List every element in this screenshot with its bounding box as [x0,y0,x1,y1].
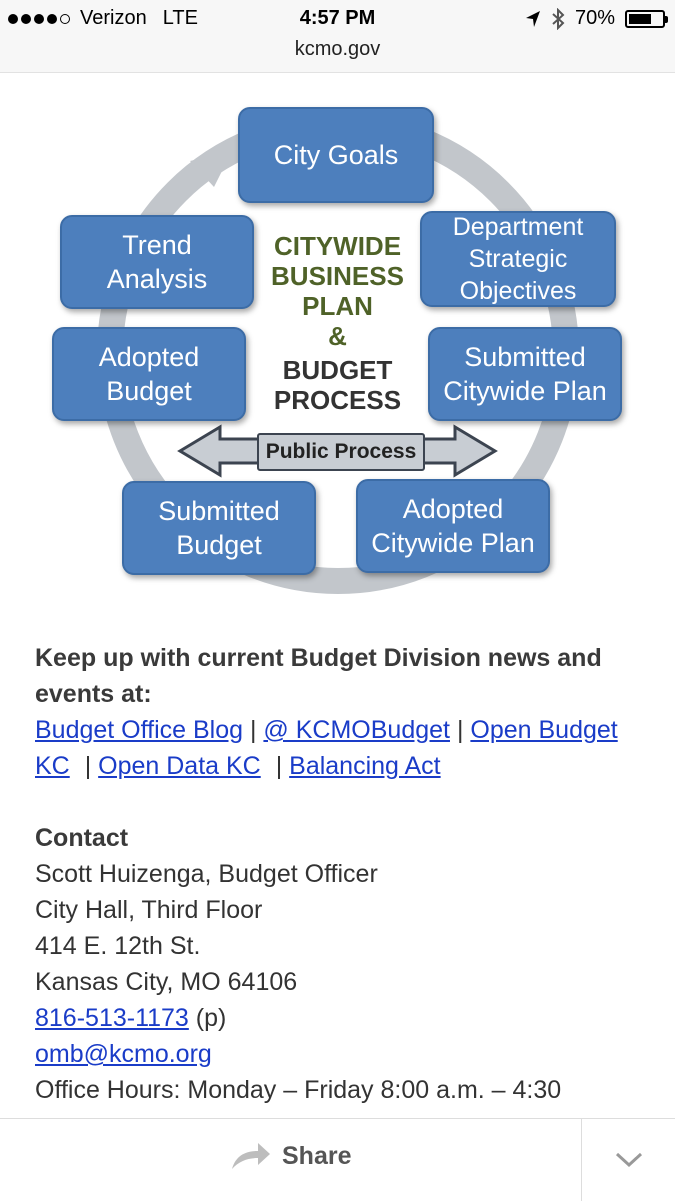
adopted-budget-box [52,327,246,421]
box-line: Analysis [106,264,208,294]
kcmobudget-twitter-link[interactable]: @ KCMOBudget [263,716,450,744]
box-line: Department [452,213,584,241]
share-button[interactable] [230,1141,351,1171]
contact-heading: Contact [35,824,129,852]
open-data-kc-link[interactable]: Open Data KC [98,752,261,780]
box-line: Trend [122,230,192,260]
expand-toolbar-button[interactable] [581,1119,675,1201]
news-heading: Keep up with current Budget Division news and events at: [35,644,602,708]
news-links [35,712,645,784]
office-hours: Office Hours: Monday – Friday 8:00 a.m. – 4:30 [35,1076,562,1104]
share-label: Share [282,1141,352,1170]
phone-link[interactable]: 816-513-1173 [35,1004,189,1032]
department-objectives-box [420,211,616,307]
box-line: Budget [106,376,192,406]
diagram-center-title [260,231,415,351]
center-sub-line: BUDGET [282,355,393,385]
link-separator: | [84,752,92,780]
battery-percentage: 70% [574,7,615,29]
clock: 4:57 PM [299,7,376,29]
contact-street: 414 E. 12th St. [35,932,201,960]
adopted-citywide-plan-box [356,479,550,573]
trend-analysis-box [60,215,254,309]
share-arrow-icon [230,1141,272,1171]
url-text: kcmo.gov [294,38,381,60]
submitted-budget-box [122,481,316,575]
box-line: Citywide Plan [443,376,607,406]
link-separator: | [275,752,283,780]
location-arrow-icon [525,10,541,28]
city-goals-label: City Goals [273,140,399,170]
diagram-center-subtitle [260,355,415,415]
box-line: Adopted [402,494,504,524]
status-bar [0,0,675,36]
status-right [525,7,665,30]
chevron-down-icon [615,1152,643,1168]
contact-name: Scott Huizenga, Budget Officer [35,860,378,888]
city-goals-box [238,107,434,203]
public-process-label: Public Process [257,433,425,471]
carrier-name: Verizon [80,7,147,29]
phone-suffix: (p) [195,1004,227,1032]
link-separator: | [249,716,257,744]
contact-location: City Hall, Third Floor [35,896,263,924]
contact-phone-row [35,1000,645,1036]
center-title-line: PLAN [302,291,373,321]
center-title-line: CITYWIDE [273,231,402,261]
center-ampersand: & [328,321,347,351]
center-sub-line: PROCESS [273,385,402,415]
submitted-citywide-plan-box [428,327,622,421]
email-link[interactable]: omb@kcmo.org [35,1040,212,1068]
page-content [35,640,645,1108]
center-title-line: BUSINESS [271,261,404,291]
contact-city: Kansas City, MO 64106 [35,968,298,996]
box-line: Submitted [158,496,280,526]
box-line: Citywide Plan [371,528,535,558]
bottom-toolbar [0,1118,675,1201]
box-line: Objectives [459,277,577,305]
box-line: Strategic [468,245,568,273]
bluetooth-icon [551,8,565,30]
budget-process-diagram [0,85,675,605]
box-line: Budget [176,530,262,560]
url-bar[interactable] [0,36,675,73]
box-line: Submitted [464,342,586,372]
balancing-act-link[interactable]: Balancing Act [289,752,441,780]
budget-office-blog-link[interactable]: Budget Office Blog [35,716,244,744]
box-line: Adopted [98,342,200,372]
open-budget-kc-link[interactable]: Open Budget KC [35,716,618,780]
link-separator: | [456,716,464,744]
network-type: LTE [162,7,198,29]
battery-icon [625,10,665,28]
